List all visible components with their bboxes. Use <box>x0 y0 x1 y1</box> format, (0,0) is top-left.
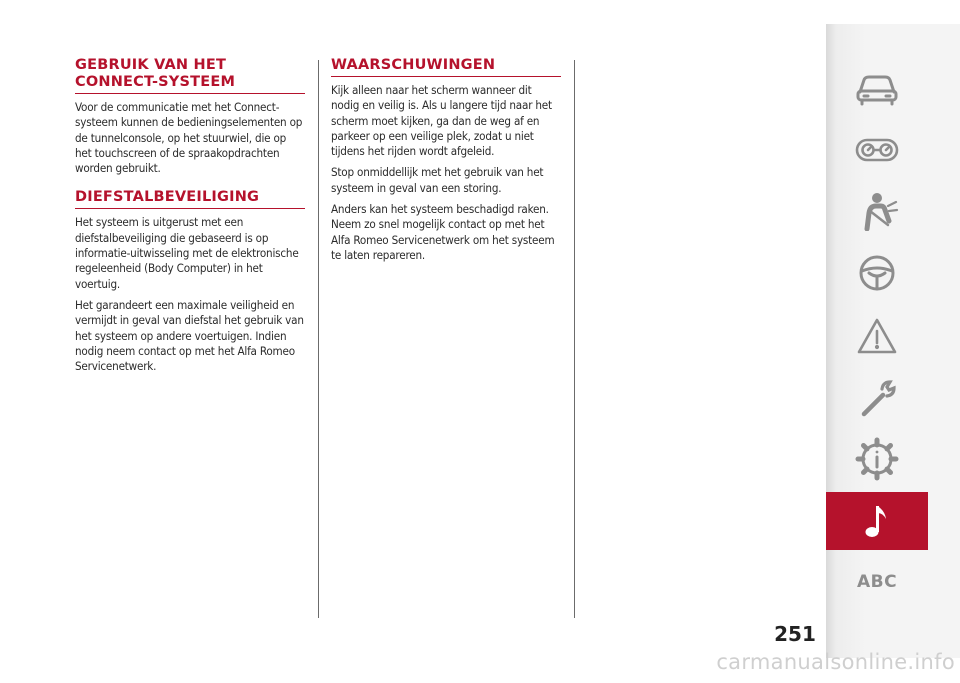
column-divider-1 <box>318 60 319 618</box>
music-note-icon <box>862 501 892 541</box>
gear-info-icon <box>855 437 899 481</box>
paragraph-warning-3: Anders kan het systeem beschadigd raken. Neem zo snel mogelijk contact op met het Alfa Romeo Servicenetwerk om het systeem te laten repareren. <box>331 202 555 262</box>
nav-safety[interactable] <box>826 182 928 240</box>
seatbelt-icon <box>855 191 899 231</box>
paragraph-warning-1: Kijk alleen naar het scherm wanneer dit nodig en veilig is. Als u langere tijd naar het scherm moet kijken, ga dan de weg af en parkeer op een veilige plek, zodat u niet tijdens het rijden wordt afgeleid. <box>331 83 552 159</box>
instrument-cluster-icon <box>854 136 900 166</box>
paragraph-anti-theft-2: Het garandeert een maximale veiligheid en vermijdt in geval van diefstal het gebruik van het systeem op andere voertuigen. Indien nodig neem contact op met het Alfa Romeo Servicenetwerk. <box>75 297 304 374</box>
nav-technical-data[interactable] <box>826 430 928 488</box>
heading-anti-theft: DIEFSTALBEVEILIGING <box>75 189 305 209</box>
nav-emergency[interactable] <box>826 307 928 365</box>
nav-driving[interactable] <box>826 244 928 302</box>
nav-multimedia[interactable] <box>826 492 928 550</box>
nav-index[interactable] <box>826 553 928 611</box>
index-label: ABC <box>856 572 898 592</box>
heading-warnings: WAARSCHUWINGEN <box>331 57 561 77</box>
heading-connect-system: GEBRUIK VAN HET CONNECT-SYSTEEM <box>75 57 305 94</box>
steering-wheel-icon <box>857 253 897 293</box>
car-icon <box>855 71 899 107</box>
nav-instrument-cluster[interactable] <box>826 122 928 180</box>
nav-car[interactable] <box>826 60 928 118</box>
column-divider-2 <box>574 60 575 618</box>
watermark: carmanualsonline.info <box>716 650 955 674</box>
paragraph-warning-2: Stop onmiddellijk met het gebruik van het systeem in geval van een storing. <box>331 165 544 195</box>
page-number: 251 <box>774 622 816 646</box>
left-column <box>75 57 305 374</box>
warning-icon <box>855 316 899 356</box>
paragraph-anti-theft-1: Het systeem is uitgerust met een diefstalbeveiliging die gebaseerd is op informatie-uitwisseling met de elektronische regeleenheid (Body Computer) in het voertuig. <box>75 215 299 291</box>
paragraph-connect-usage: Voor de communicatie met het Connect-systeem kunnen de bedieningselementen op de tunnelconsole, op het stuurwiel, die op het touchscreen of de spraakopdrachten worden gebruikt. <box>75 100 303 176</box>
nav-maintenance[interactable] <box>826 370 928 428</box>
right-column <box>331 57 561 263</box>
wrench-icon <box>856 378 898 420</box>
